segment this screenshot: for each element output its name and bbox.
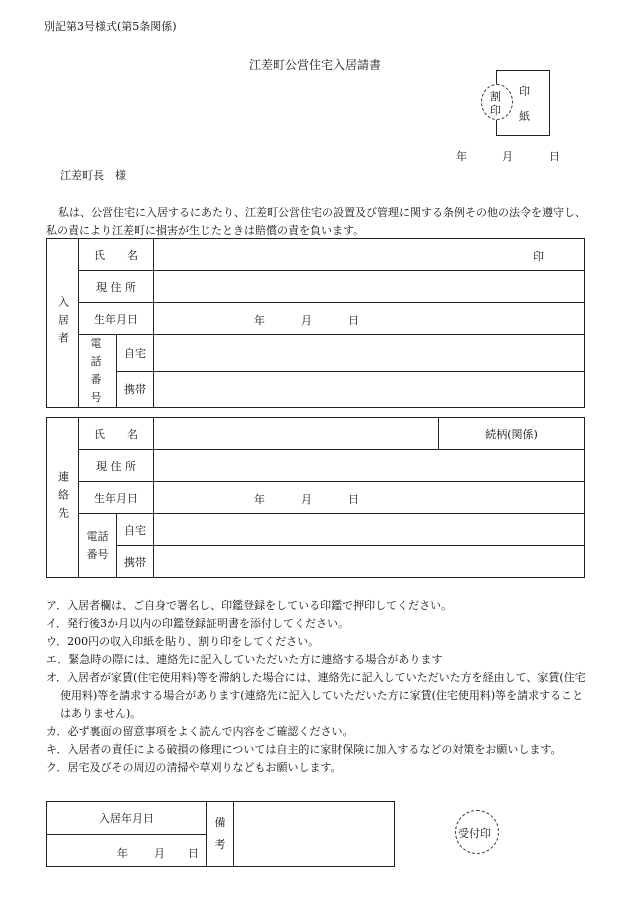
contact-birth-label: 生年月日 [79,482,154,514]
contact-phone-cell [79,514,117,578]
note-item: オ．入居者が家賃(住宅使用料)等を滞納した場合には、連絡先に記入していただいた方を経由して、家賃(住宅使用料)等を請求する場合があります(連絡先に記入していただいた方に家賃(住宅使用料)等を請求することはありません)。 [46,671,586,720]
remarks-cell[interactable] [234,802,395,867]
tenant-name-label: 氏 名 [79,239,154,271]
contact-birth-day: 日 [348,493,359,506]
contact-birth-cell[interactable] [154,482,585,514]
move-in-year: 年 [117,846,128,860]
contact-table [46,417,585,578]
remarks-field[interactable] [234,802,394,866]
tenant-seal-mark: 印 [533,250,544,263]
contact-birth-year: 年 [254,493,265,506]
date-month-label: 月 [502,150,513,163]
tenant-birth-cell[interactable] [154,303,585,335]
addressee: 江差町長 様 [60,169,126,182]
note-item: カ．必ず裏面の留意事項をよく読んで内容をご確認ください。 [46,725,354,738]
contact-birth-month: 月 [301,493,312,506]
contact-address-cell[interactable] [154,450,585,482]
contact-mobile-label: 携帯 [117,546,154,578]
contact-phone-label: 電話番号 [86,529,109,561]
note-item: エ．緊急時の際には、連絡先に記入していただいた方に連絡する場合があります [46,653,443,666]
tenant-mobile-label: 携帯 [117,371,154,408]
contact-relation-label: 続柄(関係) [439,418,585,450]
note-item: ク．居宅及びその周辺の清掃や草刈りなどもお願いします。 [46,761,342,774]
date-day-label: 日 [549,150,560,163]
note-item: イ．発行後3か月以内の印鑑登録証明書を添付してください。 [46,617,350,630]
date-year-label: 年 [456,150,467,163]
tenant-name-cell[interactable] [154,239,585,271]
tenant-name-field[interactable] [154,248,584,261]
contact-mobile-phone-field[interactable] [154,555,584,568]
remarks-label: 備考 [214,816,226,851]
remarks-label-cell [207,802,234,867]
tenant-phone-label: 電話番号 [90,337,105,404]
tenant-address-cell[interactable] [154,271,585,303]
contact-name-field[interactable] [154,427,438,440]
tenant-home-label: 自宅 [117,335,154,372]
page-title: 江差町公営住宅入居請書 [248,58,381,72]
contact-home-cell[interactable] [154,514,585,546]
declaration-text: 私は、公営住宅に入居するにあたり、江差町公営住宅の設置及び管理に関する条例その他の法令を遵守し、私の責により江差町に損害が生じたときは賠償の責を負います。 [46,206,586,237]
tenant-birth-month: 月 [301,314,312,327]
move-in-day: 日 [188,846,199,860]
contact-section-label: 連絡先 [56,470,70,525]
revenue-stamp-char-1: 印 [519,85,530,98]
tenant-section-label: 入居者 [56,296,70,350]
contact-section-cell [47,418,79,578]
contact-address-label: 現 住 所 [79,450,154,482]
move-in-month: 月 [154,846,165,860]
tenant-home-cell[interactable] [154,335,585,372]
contact-name-cell[interactable] [154,418,439,450]
revenue-stamp-char-2: 紙 [519,110,530,123]
contact-address-field[interactable] [154,459,584,472]
notes-list [46,597,586,777]
tenant-mobile-cell[interactable] [154,371,585,408]
tenant-birth-label: 生年月日 [79,303,154,335]
tenant-mobile-phone-field[interactable] [154,383,584,396]
move-in-date-cell[interactable] [47,834,207,867]
move-in-label: 入居年月日 [47,802,207,835]
contact-home-label: 自宅 [117,514,154,546]
note-item: ア．入居者欄は、ご自身で署名し、印鑑登録をしている印鑑で押印してください。 [46,599,453,612]
move-in-table [46,801,395,867]
note-item: キ．入居者の責任による破損の修理については自主的に家財保険に加入するなどの対策をお願いします。 [46,743,562,756]
contact-name-label: 氏 名 [79,418,154,450]
form-number: 別記第3号様式(第5条関係) [44,20,177,33]
note-item: ウ．200円の収入印紙を貼り、割り印をしてください。 [46,635,320,648]
tenant-phone-cell [79,335,117,408]
split-seal-char-1: 割 [490,90,501,103]
contact-home-phone-field[interactable] [154,523,584,536]
reception-seal-label: 受付印 [458,827,491,840]
tenant-address-field[interactable] [154,280,584,293]
tenant-home-phone-field[interactable] [154,346,584,359]
split-seal-char-2: 印 [490,104,501,117]
tenant-section-cell [47,239,79,408]
tenant-birth-year: 年 [254,314,265,327]
contact-mobile-cell[interactable] [154,546,585,578]
tenant-table [46,238,585,408]
tenant-birth-day: 日 [348,314,359,327]
tenant-address-label: 現 住 所 [79,271,154,303]
